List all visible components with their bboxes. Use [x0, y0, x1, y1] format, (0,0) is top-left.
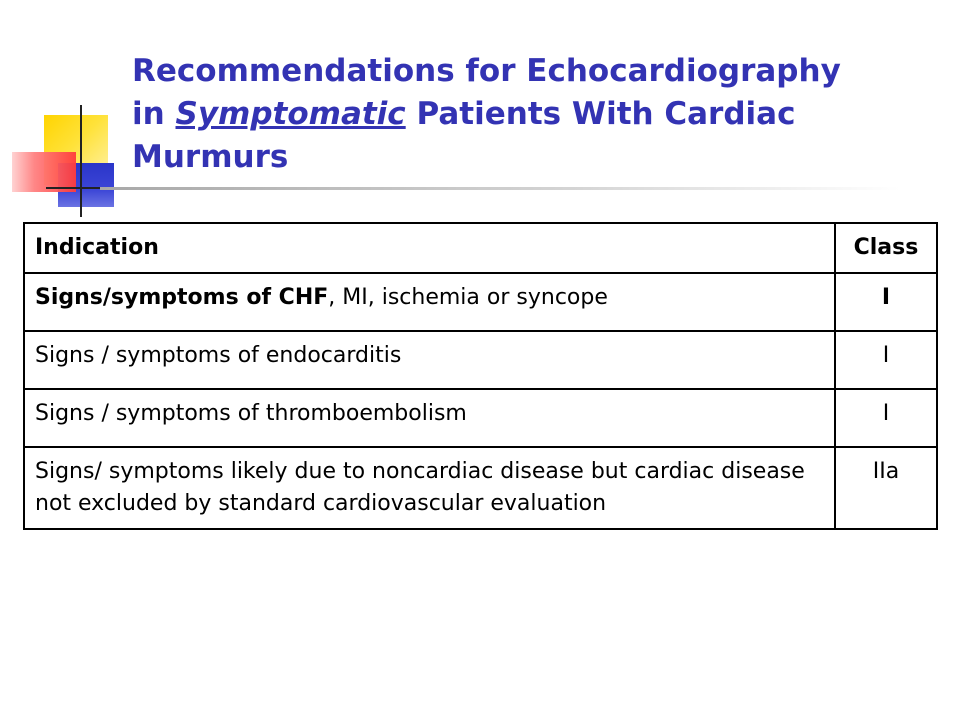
title-line-3: Murmurs — [132, 139, 289, 175]
header-indication: Indication — [24, 223, 835, 273]
table-header-row — [24, 223, 937, 273]
class-cell: I — [835, 389, 937, 447]
indication-cell — [24, 273, 835, 331]
title-rest: Patients With Cardiac — [405, 96, 796, 132]
indication-cell: Signs / symptoms of thromboembolism — [24, 389, 835, 447]
logo-vertical-line — [80, 105, 82, 217]
logo-red-square — [12, 152, 76, 192]
table-row — [24, 389, 937, 447]
indication-text: , MI, ischemia or syncope — [328, 285, 608, 310]
recommendations-table — [23, 222, 938, 530]
indication-cell: Signs / symptoms of endocarditis — [24, 331, 835, 389]
table-row — [24, 447, 937, 529]
table-row — [24, 331, 937, 389]
indication-bold: Signs/symptoms of CHF — [35, 285, 329, 310]
decorative-logo — [0, 95, 140, 225]
title-emphasis: Symptomatic — [175, 96, 406, 132]
title-line-1: Recommendations for Echocardiography — [132, 53, 841, 89]
title-divider — [100, 187, 900, 190]
slide-title — [132, 50, 922, 179]
indication-cell: Signs/ symptoms likely due to noncardiac disease but cardiac disease not excluded by standard cardiovascular evaluation — [24, 447, 835, 529]
class-cell: I — [835, 331, 937, 389]
class-cell: I — [835, 273, 937, 331]
table-row — [24, 273, 937, 331]
title-in: in — [132, 96, 176, 132]
header-class: Class — [835, 223, 937, 273]
class-cell: IIa — [835, 447, 937, 529]
